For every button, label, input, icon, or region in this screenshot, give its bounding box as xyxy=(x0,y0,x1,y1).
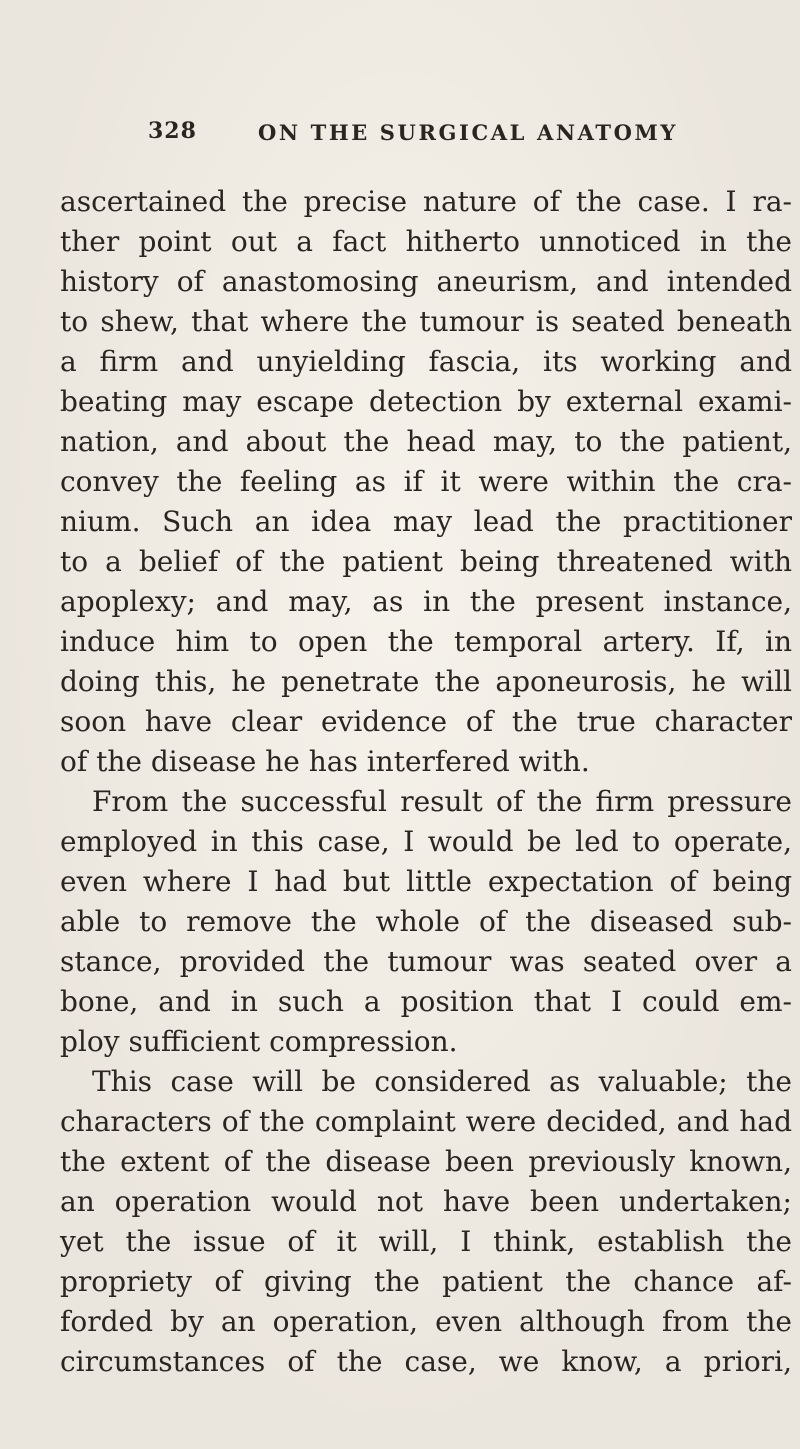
text-line: employed in this case, I would be led to operate, xyxy=(60,825,792,858)
text-line: to shew, that where the tumour is seated beneath xyxy=(60,305,792,338)
text-line: forded by an operation, even although from the xyxy=(60,1305,792,1338)
text-line: to a belief of the patient being threatened with xyxy=(60,545,792,578)
text-line: a firm and unyielding fascia, its working and xyxy=(60,345,792,378)
running-title: ON THE SURGICAL ANATOMY xyxy=(258,120,678,145)
text-line: From the successful result of the firm pressure xyxy=(92,785,792,818)
text-line: ther point out a fact hitherto unnoticed in the xyxy=(60,225,792,258)
text-line: soon have clear evidence of the true character xyxy=(60,705,792,738)
page-number: 328 xyxy=(148,118,197,144)
text-line: ascertained the precise nature of the case. I ra- xyxy=(60,185,792,218)
text-line: an operation would not have been undertaken; xyxy=(60,1185,792,1218)
text-line: able to remove the whole of the diseased sub- xyxy=(60,905,792,938)
text-line: beating may escape detection by external exami- xyxy=(60,385,792,418)
text-line: even where I had but little expectation of being xyxy=(60,865,792,898)
text-line: circumstances of the case, we know, a priori, xyxy=(60,1345,792,1378)
text-line: the extent of the disease been previously known, xyxy=(60,1145,792,1178)
text-line: ploy sufficient compression. xyxy=(60,1025,458,1058)
text-line: yet the issue of it will, I think, establish the xyxy=(60,1225,792,1258)
text-line: doing this, he penetrate the aponeurosis, he will xyxy=(60,665,792,698)
text-line: This case will be considered as valuable; the xyxy=(92,1065,792,1098)
text-line: propriety of giving the patient the chance af- xyxy=(60,1265,792,1298)
text-line: induce him to open the temporal artery. If, in xyxy=(60,625,792,658)
text-line: bone, and in such a position that I could em- xyxy=(60,985,792,1018)
text-line: characters of the complaint were decided, and had xyxy=(60,1105,792,1138)
text-line: of the disease he has interfered with. xyxy=(60,745,590,778)
text-line: apoplexy; and may, as in the present instance, xyxy=(60,585,792,618)
text-line: nation, and about the head may, to the patient, xyxy=(60,425,792,458)
text-line: history of anastomosing aneurism, and intended xyxy=(60,265,792,298)
text-line: stance, provided the tumour was seated over a xyxy=(60,945,792,978)
text-line: convey the feeling as if it were within the cra- xyxy=(60,465,792,498)
running-head xyxy=(0,118,800,148)
text-line: nium. Such an idea may lead the practitioner xyxy=(60,505,792,538)
